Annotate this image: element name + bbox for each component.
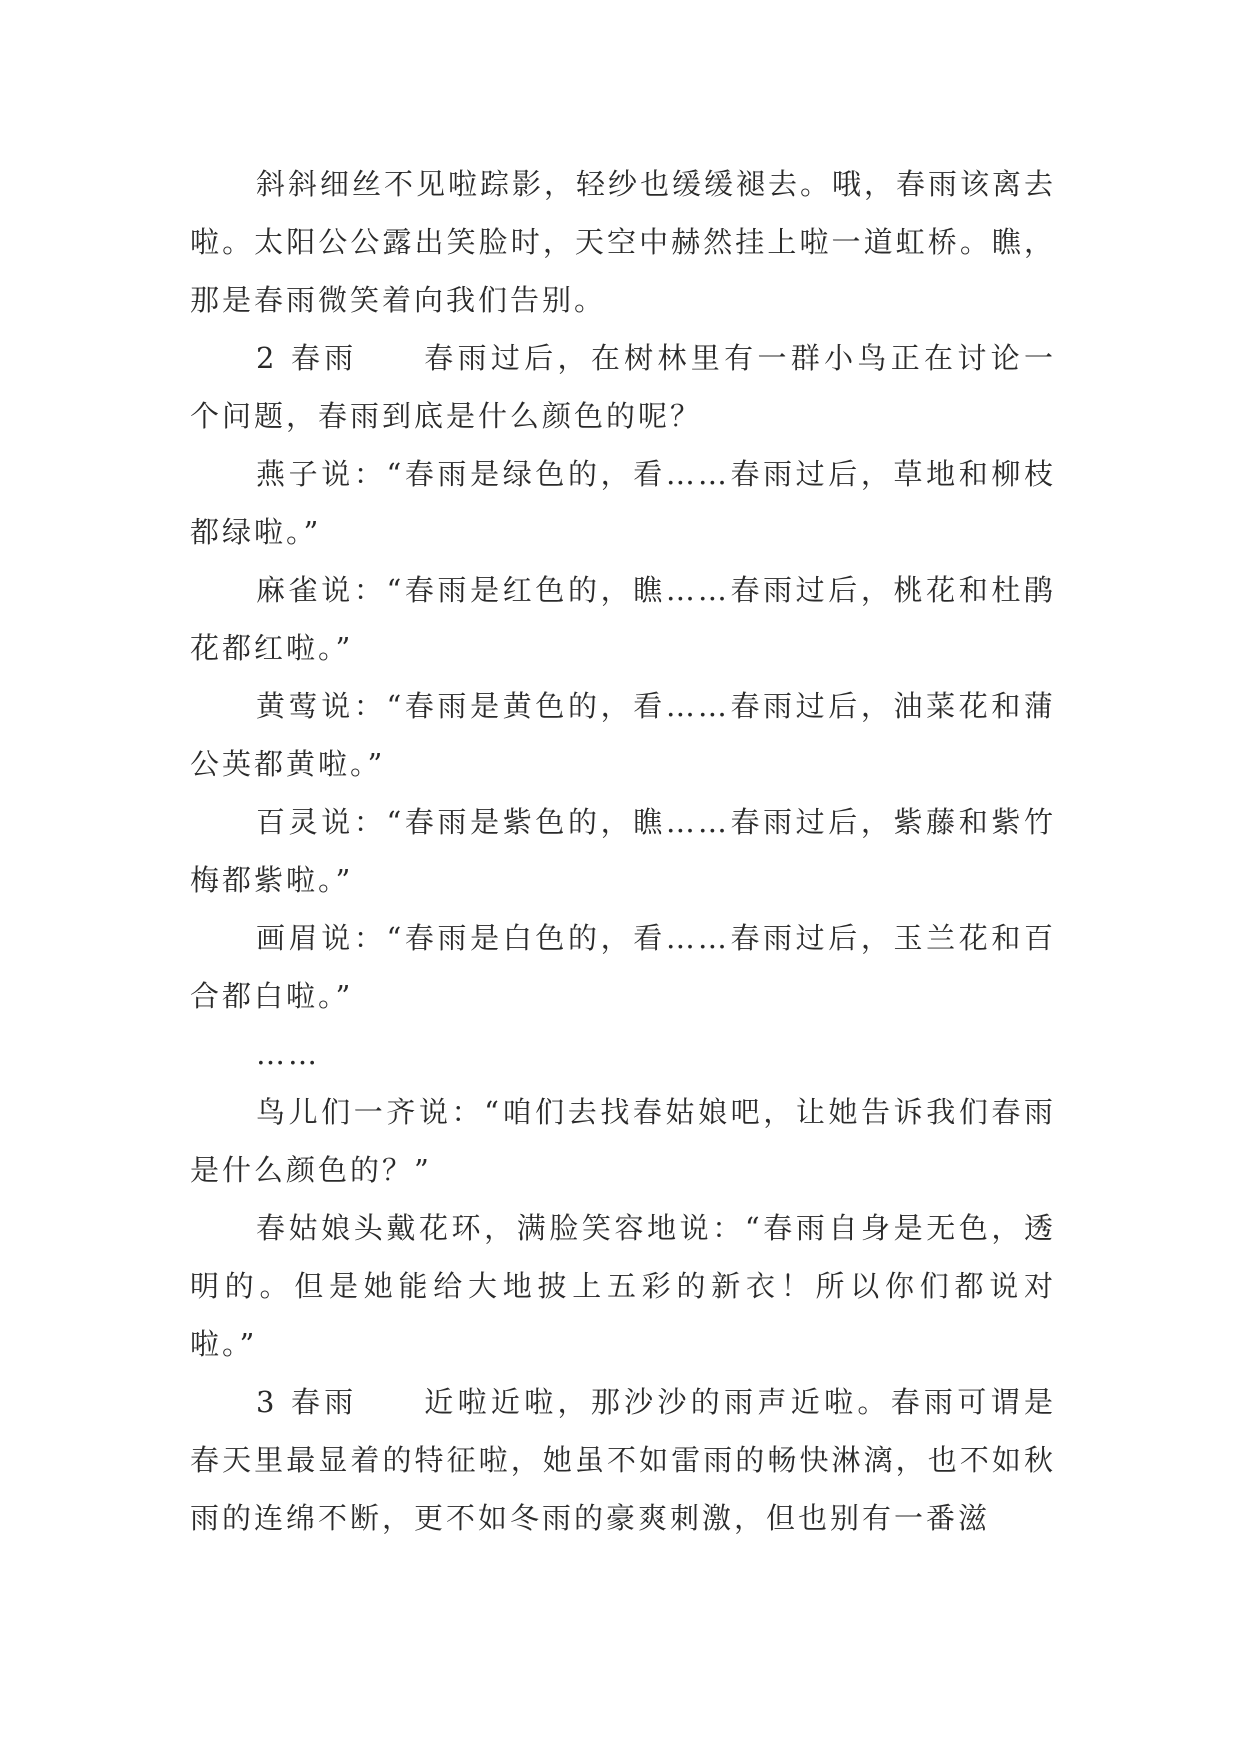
paragraph-farewell-rain: 斜斜细丝不见啦踪影，轻纱也缓缓褪去。哦，春雨该离去啦。太阳公公露出笑脸时，天空中赫然挂上啦一道虹桥。瞧，那是春雨微笑着向我们告别。 — [190, 167, 1057, 317]
paragraph-oriole: 黄莺说：“春雨是黄色的，看……春雨过后，油菜花和蒲公英都黄啦。” — [190, 689, 1056, 781]
paragraph-spring-girl: 春姑娘头戴花环，满脸笑容地说：“春雨自身是无色，透明的。但是她能给大地披上五彩的新衣！所以你们都说对啦。” — [190, 1211, 1056, 1361]
paragraph-thrush: 画眉说：“春雨是白色的，看……春雨过后，玉兰花和百合都白啦。” — [190, 921, 1056, 1013]
paragraph-swallow: 燕子说：“春雨是绿色的，看……春雨过后，草地和柳枝都绿啦。” — [190, 457, 1056, 549]
paragraph-birds-together: 鸟儿们一齐说：“咱们去找春姑娘吧，让她告诉我们春雨是什么颜色的？” — [190, 1095, 1056, 1187]
paragraph-lark: 百灵说：“春雨是紫色的，瞧……春雨过后，紫藤和紫竹梅都紫啦。” — [190, 805, 1056, 897]
paragraph-ellipsis: …… — [256, 1037, 320, 1071]
paragraph-sparrow: 麻雀说：“春雨是红色的，瞧……春雨过后，桃花和杜鹃花都红啦。” — [190, 573, 1056, 665]
paragraph-section-3-intro: 3 春雨 近啦近啦，那沙沙的雨声近啦。春雨可谓是春天里最显着的特征啦，她虽不如雷雨的畅快淋漓，也不如秋雨的连绵不断，更不如冬雨的豪爽刺激，但也别有一番滋 — [190, 1385, 1056, 1535]
paragraph-section-2-intro: 2 春雨 春雨过后，在树林里有一群小鸟正在讨论一个问题，春雨到底是什么颜色的呢？ — [190, 341, 1056, 433]
body-text — [190, 155, 1056, 1547]
